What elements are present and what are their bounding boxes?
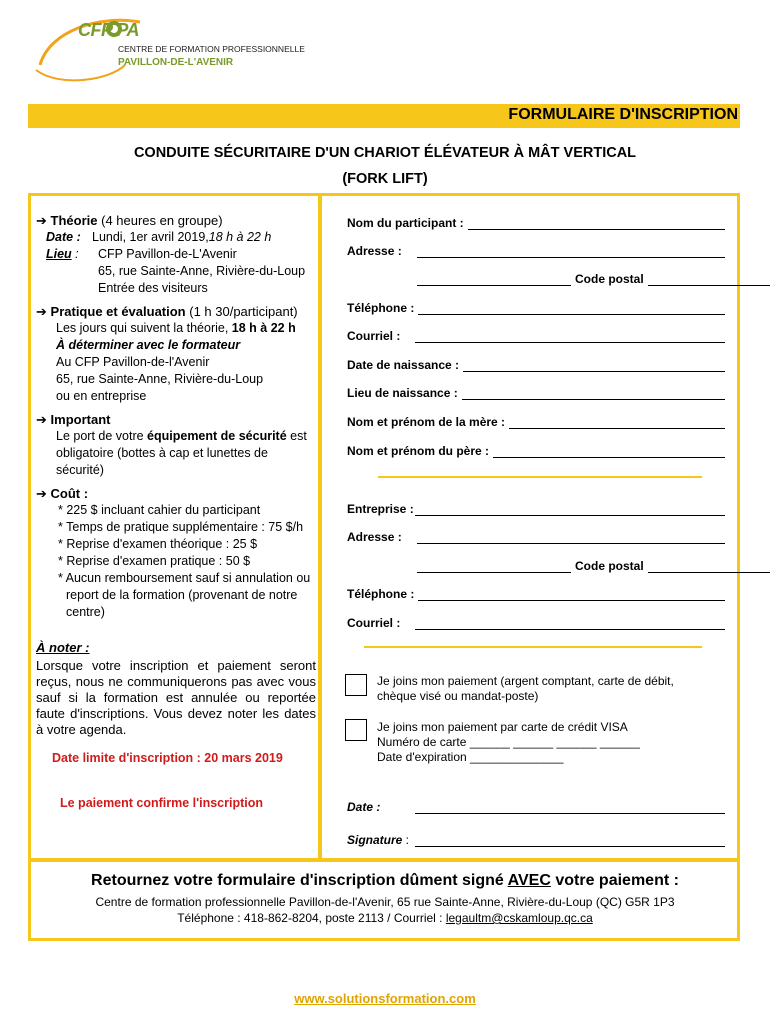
email-label: Courriel : xyxy=(347,329,401,343)
address-label: Adresse : xyxy=(347,244,402,258)
mother-name-field[interactable] xyxy=(347,415,725,429)
payment-visa-text: Je joins mon paiement par carte de crédit VISA xyxy=(377,720,628,734)
pratique-time: 18 h à 22 h xyxy=(231,321,296,335)
important-text: Le port de votre xyxy=(56,429,148,443)
pratique-line: ou en entreprise xyxy=(56,389,147,403)
phone-field[interactable] xyxy=(347,301,725,315)
birthplace-label: Lieu de naissance : xyxy=(347,386,458,400)
cout-item: * Aucun remboursement sauf si annulation ou xyxy=(58,571,311,585)
company-phone-field[interactable] xyxy=(347,587,725,601)
important-label: Important xyxy=(50,412,111,427)
theorie-duration: (4 heures en groupe) xyxy=(97,213,223,228)
company-postal-field[interactable] xyxy=(417,559,770,573)
date-time: 18 h à 22 h xyxy=(208,230,272,244)
theorie-label: Théorie xyxy=(50,213,98,228)
lieu-line: 65, rue Sainte-Anne, Rivière-du-Loup xyxy=(98,264,306,278)
date-sig-label: Date : xyxy=(347,800,381,814)
father-name-label: Nom et prénom du père : xyxy=(347,444,490,458)
logo-subtitle: CENTRE DE FORMATION PROFESSIONNELLE xyxy=(118,44,305,54)
section-divider xyxy=(364,646,702,648)
pratique-text: Les jours qui suivent la théorie, xyxy=(56,321,232,335)
date-label: Date : xyxy=(46,230,81,244)
cout-item: * Reprise d'examen théorique : 25 $ xyxy=(58,537,258,551)
arrow-icon: ➔ xyxy=(36,486,47,501)
signature-colon: : xyxy=(402,833,410,847)
course-title-line1: CONDUITE SÉCURITAIRE D'UN CHARIOT ÉLÉVATEUR À MÂT VERTICAL xyxy=(133,145,637,161)
company-label: Entreprise : xyxy=(347,502,414,516)
arrow-icon: ➔ xyxy=(36,304,47,319)
return-title-pre: Retournez votre formulaire d'inscription dûment signé xyxy=(91,872,508,889)
company-phone-label: Téléphone : xyxy=(347,587,415,601)
pratique-label: Pratique et évaluation xyxy=(50,304,186,319)
cout-item: * Reprise d'examen pratique : 50 $ xyxy=(58,554,251,568)
website-link[interactable]: www.solutionsformation.com xyxy=(294,991,476,1006)
company-address-label: Adresse : xyxy=(347,530,402,544)
company-postal-label: Code postal xyxy=(575,559,644,573)
card-expiry-field[interactable]: Date d'expiration ______________ xyxy=(377,750,564,764)
contact-phone: Téléphone : 418-862-8204, poste 2113 / Courriel : xyxy=(177,911,446,925)
cout-item: * Temps de pratique supplémentaire : 75 $/h xyxy=(58,520,304,534)
mother-name-label: Nom et prénom de la mère : xyxy=(347,415,506,429)
deadline: Date limite d'inscription : 20 mars 2019 xyxy=(52,751,283,765)
pratique-duration: (1 h 30/participant) xyxy=(185,304,298,319)
course-title-line2: (FORK LIFT) xyxy=(342,171,428,187)
signature-label: Signature xyxy=(347,833,403,847)
birthdate-field[interactable] xyxy=(347,358,725,372)
lieu-line: Entrée des visiteurs xyxy=(98,281,208,295)
date-signature-field[interactable] xyxy=(347,800,725,814)
payment-cash-checkbox[interactable] xyxy=(345,674,367,696)
lieu-label: Lieu xyxy=(46,247,72,261)
return-instructions xyxy=(0,872,770,890)
postal-code-label: Code postal xyxy=(575,272,644,286)
cout-item: * 225 $ incluant cahier du participant xyxy=(58,503,261,517)
payment-cash-text: Je joins mon paiement (argent comptant, carte de débit, chèque visé ou mandat-poste) xyxy=(377,674,674,703)
noter-text: Lorsque votre inscription et paiement seront reçus, nous ne communiquerons pas avec vous sauf si la formation est annulée ou reportée faute d'inscriptions. Vous devez noter les dates à votre agenda. xyxy=(36,658,316,737)
card-number-field[interactable]: Numéro de carte ______ ______ ______ ______ xyxy=(377,735,640,749)
father-name-field[interactable] xyxy=(347,444,725,458)
company-email-field[interactable] xyxy=(347,616,725,630)
participant-name-label: Nom du participant : xyxy=(347,216,464,230)
return-title-post: votre paiement : xyxy=(550,872,679,889)
payment-visa-block xyxy=(377,720,707,765)
arrow-icon: ➔ xyxy=(36,213,47,228)
contact-email-link[interactable]: legaultm@cskamloup.qc.ca xyxy=(445,911,593,925)
address-field[interactable] xyxy=(347,244,725,258)
phone-label: Téléphone : xyxy=(347,301,415,315)
cfp-contact xyxy=(0,911,770,925)
date-value: Lundi, 1er avril 2019, xyxy=(92,230,209,244)
return-title-avec: AVEC xyxy=(507,872,551,889)
participant-name-field[interactable] xyxy=(347,216,725,230)
form-title: FORMULAIRE D'INSCRIPTION xyxy=(508,106,738,123)
company-email-label: Courriel : xyxy=(347,616,401,630)
pratique-line: Au CFP Pavillon-de-l'Avenir xyxy=(56,355,210,369)
payment-confirms: Le paiement confirme l'inscription xyxy=(60,796,264,810)
noter-title: À noter : xyxy=(36,640,90,655)
course-title xyxy=(0,140,770,192)
company-field[interactable] xyxy=(347,502,725,516)
birthdate-label: Date de naissance : xyxy=(347,358,460,372)
important-text-end: est xyxy=(286,429,307,443)
postal-code-field[interactable] xyxy=(417,272,770,286)
birthplace-field[interactable] xyxy=(347,386,725,400)
email-field[interactable] xyxy=(347,329,725,343)
lieu-line: CFP Pavillon-de-L'Avenir xyxy=(98,247,237,261)
logo-name: CFP PA xyxy=(78,20,140,40)
logo-pavillon: PAVILLON-DE-L'AVENIR xyxy=(118,57,234,68)
cout-label: Coût : xyxy=(50,486,89,501)
signature-field[interactable] xyxy=(347,833,725,847)
section-divider xyxy=(378,476,702,478)
cfp-address: Centre de formation professionnelle Pavillon-de-l'Avenir, 65 rue Sainte-Anne, Rivière-du-Loup (QC) G5R 1P3 xyxy=(95,895,675,909)
important-equipment: équipement de sécurité xyxy=(147,429,287,443)
pratique-line: 65, rue Sainte-Anne, Rivière-du-Loup xyxy=(56,372,264,386)
lieu-colon: : xyxy=(71,247,79,261)
important-text-2: obligatoire (bottes à cap et lunettes de sécurité) xyxy=(56,446,268,477)
payment-visa-checkbox[interactable] xyxy=(345,719,367,741)
cout-item: centre) xyxy=(66,605,105,619)
cout-item: report de la formation (provenant de notre xyxy=(66,588,298,602)
course-info xyxy=(36,212,316,812)
pratique-note: À déterminer avec le formateur xyxy=(56,338,241,352)
company-address-field[interactable] xyxy=(347,530,725,544)
arrow-icon: ➔ xyxy=(36,412,47,427)
